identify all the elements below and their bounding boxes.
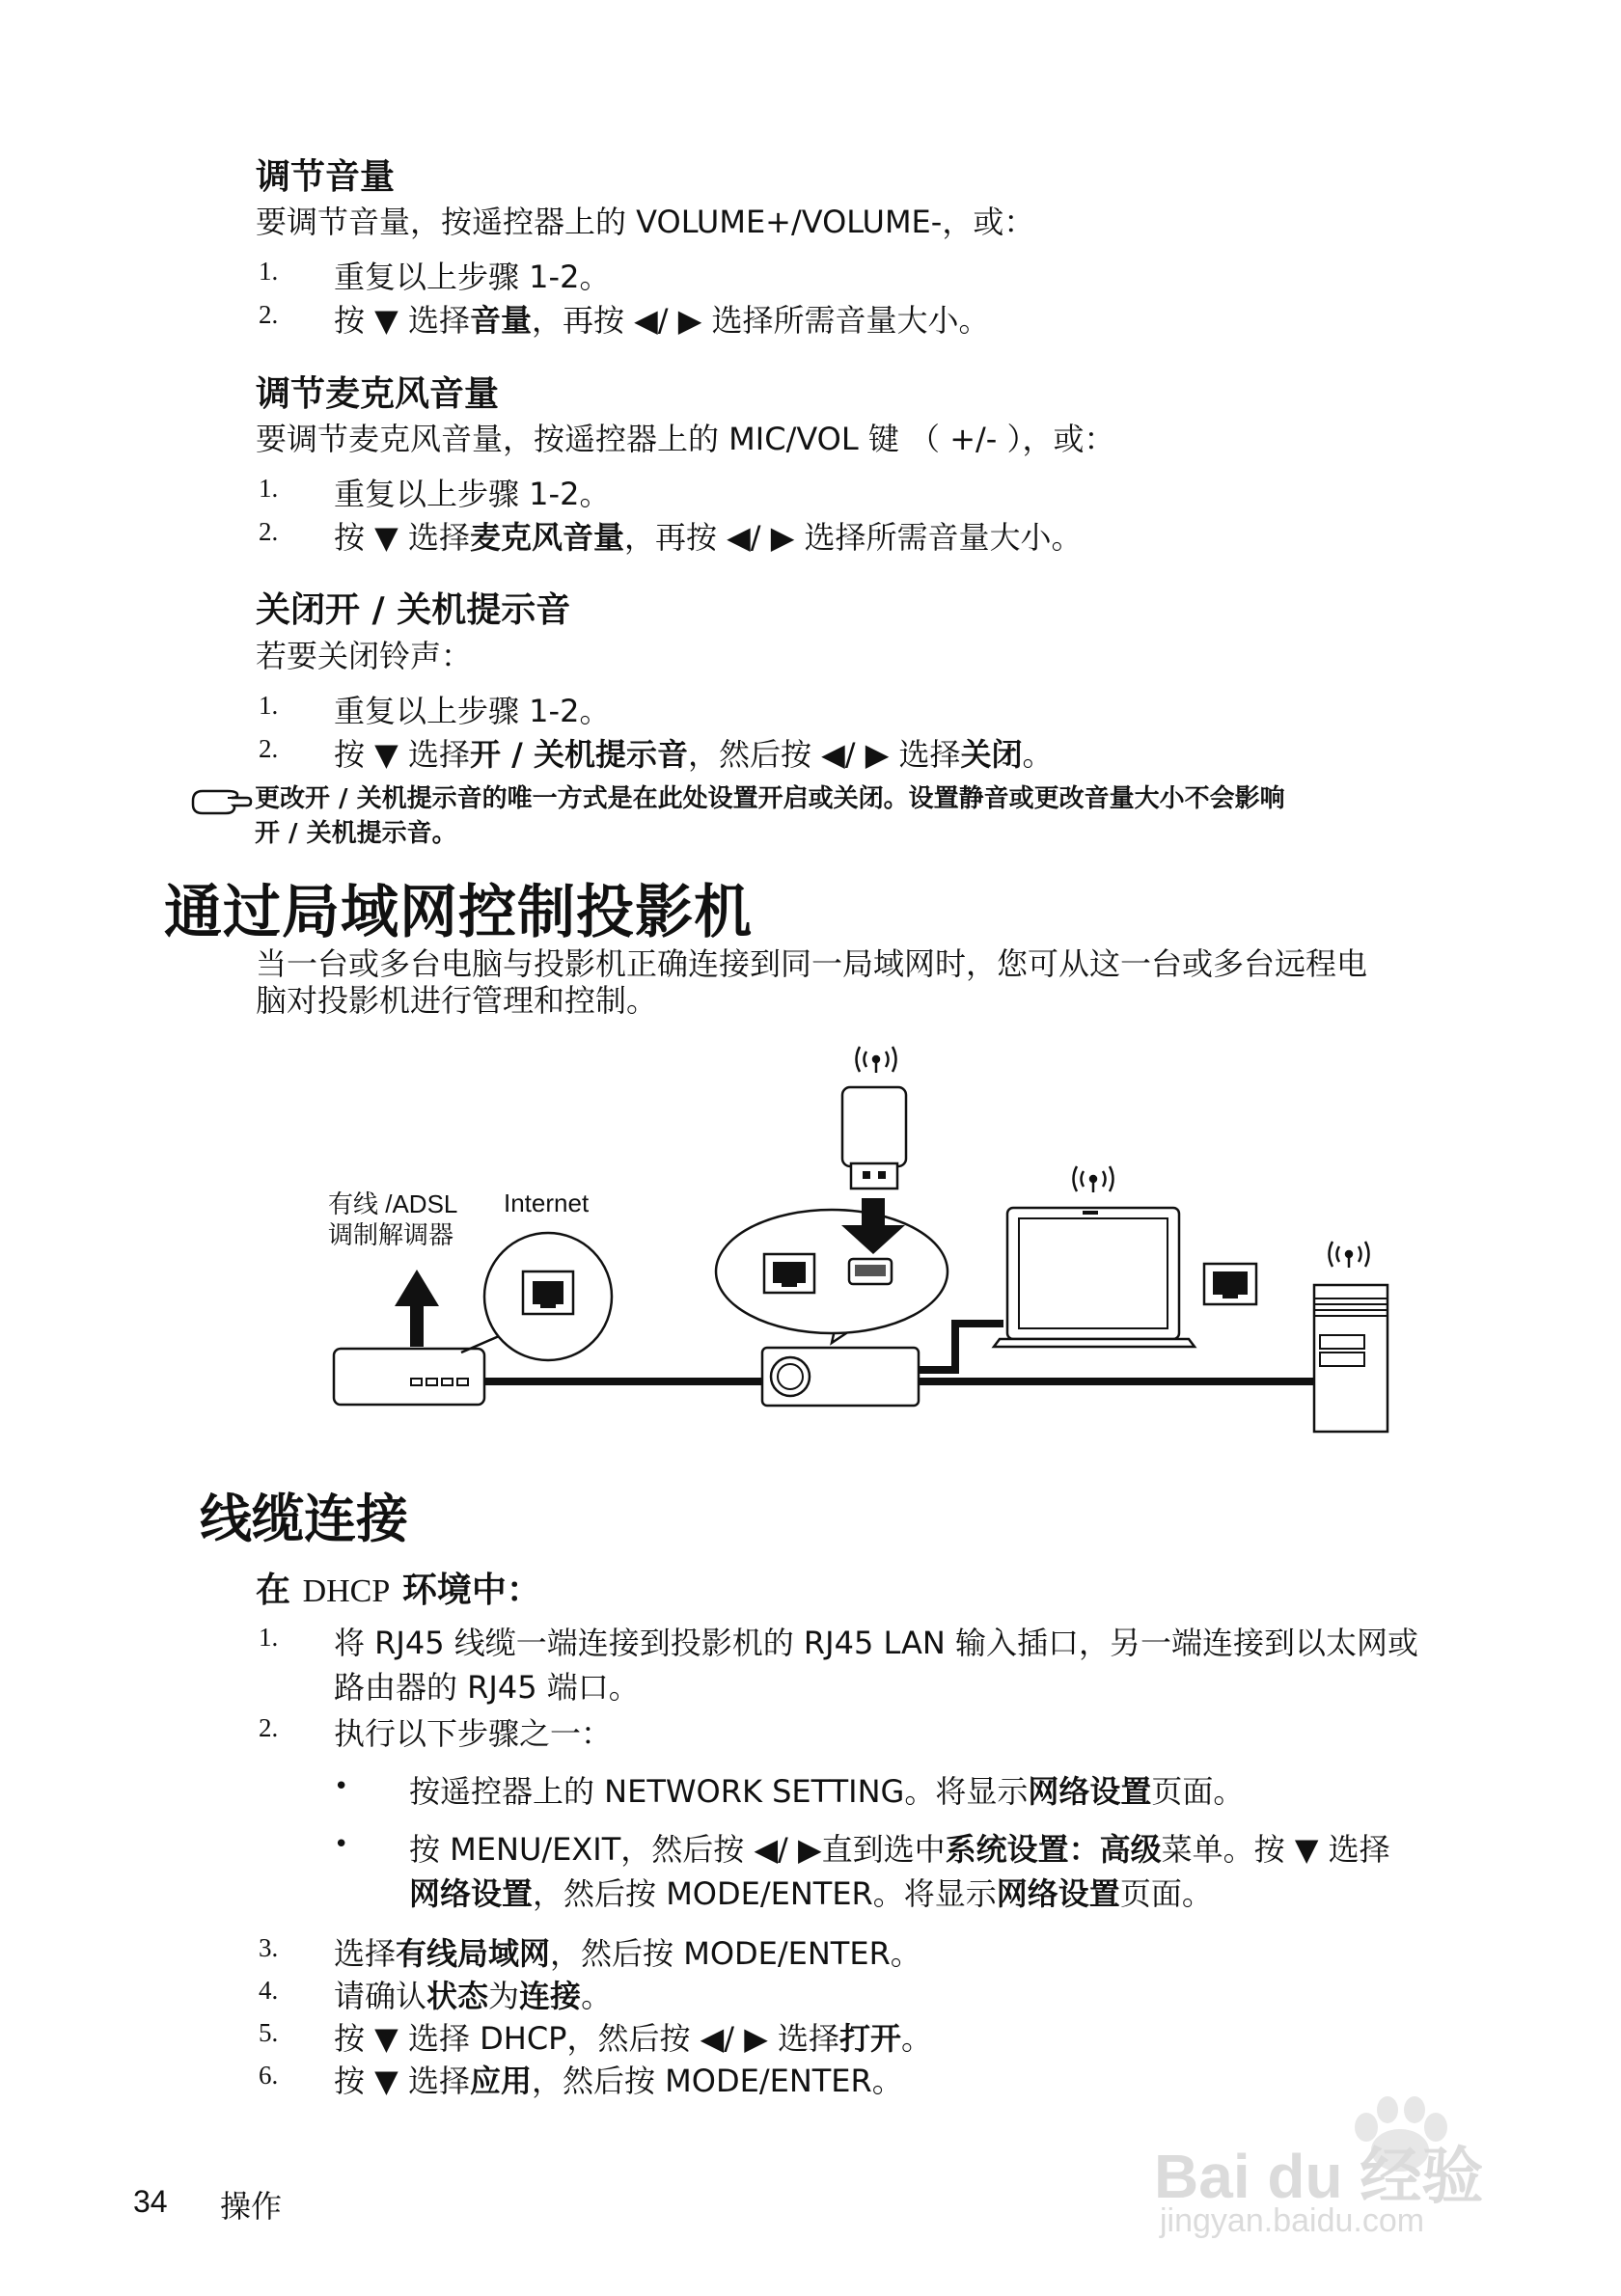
insert-arrow-icon: [841, 1198, 905, 1254]
step-number: 4.: [259, 1976, 279, 2005]
step-text: 执行以下步骤之一：: [334, 1715, 613, 1752]
baidu-jingyan-watermark: [1154, 2098, 1540, 2243]
step-text: 重复以上步骤 1-2。: [334, 259, 611, 295]
internet-label: Internet: [504, 1189, 590, 1217]
step-number: 1.: [259, 691, 279, 720]
note-tone: [255, 781, 1461, 851]
bullet-2-line-2: 网络设置，然后按 MODE/ENTER。将显示网络设置页面。: [409, 1875, 1213, 1912]
step-text: 请确认状态为连接。: [334, 1978, 613, 2014]
section-title-tone: 关闭开 / 关机提示音: [256, 590, 571, 630]
bullet-1: 按遥控器上的 NETWORK SETTING。将显示网络设置页面。: [409, 1773, 1245, 1810]
dhcp-heading: 在 DHCP 环境中：: [256, 1571, 541, 1610]
section-title-mic: 调节麦克风音量: [256, 374, 500, 414]
note-line-2: 开 / 关机提示音。: [255, 819, 457, 848]
step-text: 重复以上步骤 1-2。: [334, 476, 611, 512]
step-text: 按 ▼ 选择开 / 关机提示音，然后按 ◀/ ▶ 选择关闭。: [334, 736, 1054, 773]
modem-port-callout: [461, 1233, 612, 1360]
bullet-marker: •: [334, 1772, 349, 1801]
step-number: 2.: [259, 1713, 279, 1742]
step-number: 2.: [259, 517, 279, 546]
lan-intro: [256, 945, 1367, 1019]
bullet-2-line-1: 按 MENU/EXIT，然后按 ◀/ ▶直到选中系统设置：高级菜单。按 ▼ 选择: [409, 1831, 1390, 1868]
volume-intro: 要调节音量，按遥控器上的 VOLUME+/VOLUME-，或：: [256, 204, 1035, 240]
modem-icon: [334, 1349, 484, 1405]
pointing-hand-icon: [189, 783, 253, 818]
mic-intro: 要调节麦克风音量，按遥控器上的 MIC/VOL 键 （ +/- ），或：: [256, 421, 1115, 457]
modem-label-line-1: 有线 /ADSL: [328, 1189, 458, 1218]
ethernet-port-icon: [1204, 1264, 1256, 1304]
desktop-tower-icon: [1314, 1285, 1387, 1432]
tone-intro: 若要关闭铃声：: [256, 638, 473, 674]
lan-intro-line-1: 当一台或多台电脑与投影机正确连接到同一局域网时，您可从这一台或多台远程电: [256, 945, 1368, 982]
footer-section: 操作: [220, 2188, 283, 2225]
section-title-volume: 调节音量: [256, 157, 396, 197]
lan-intro-line-2: 脑对投影机进行管理和控制。: [256, 982, 658, 1019]
section-title-cable: 线缆连接: [200, 1489, 408, 1549]
step-text-line-1: 将 RJ45 线缆一端连接到投影机的 RJ45 LAN 输入插口，另一端连接到以太网或: [334, 1625, 1419, 1661]
note-line-1: 更改开 / 关机提示音的唯一方式是在此处设置开启或关闭。设置静音或更改音量大小不会影响: [255, 784, 1285, 813]
step-number: 1.: [259, 1623, 279, 1652]
step-text: 按 ▼ 选择 DHCP，然后按 ◀/ ▶ 选择打开。: [334, 2020, 933, 2057]
step-text: 选择有线局域网，然后按 MODE/ENTER。: [334, 1935, 921, 1972]
step-number: 5.: [259, 2018, 279, 2047]
cable-lines: [485, 1324, 1314, 1381]
step-number: 1.: [259, 474, 279, 503]
modem-label: [328, 1189, 457, 1250]
step-text: 按 ▼ 选择应用，然后按 MODE/ENTER。: [334, 2063, 903, 2099]
wifi-signal-icon: [857, 1047, 896, 1073]
projector-icon: [762, 1348, 919, 1406]
step-number: 1.: [259, 257, 279, 286]
wireless-dongle-icon: [842, 1087, 906, 1189]
watermark-url: jingyan.baidu.com: [1160, 2202, 1425, 2239]
bullet-marker: •: [334, 1830, 349, 1859]
watermark-brand: Bai du 经验: [1154, 2142, 1484, 2211]
step-number: 2.: [259, 734, 279, 763]
page-title-lan: 通过局域网控制投影机: [164, 879, 753, 946]
upload-arrow-icon: [395, 1270, 439, 1347]
step-number: 6.: [259, 2061, 279, 2090]
step-text: 按 ▼ 选择麦克风音量，再按 ◀/ ▶ 选择所需音量大小。: [334, 519, 1083, 556]
projector-ports-callout: [716, 1210, 948, 1343]
step-text: 重复以上步骤 1-2。: [334, 693, 611, 729]
page-number: 34: [133, 2184, 168, 2219]
step-text: 按 ▼ 选择音量，再按 ◀/ ▶ 选择所需音量大小。: [334, 302, 990, 339]
step-number: 3.: [259, 1933, 279, 1962]
wifi-signal-icon: [1330, 1242, 1369, 1268]
modem-label-line-2: 调制解调器: [328, 1220, 454, 1249]
step-text-line-2: 路由器的 RJ45 端口。: [334, 1669, 640, 1706]
wifi-signal-icon: [1074, 1166, 1113, 1192]
laptop-icon: [994, 1208, 1195, 1347]
step-number: 2.: [259, 300, 279, 329]
